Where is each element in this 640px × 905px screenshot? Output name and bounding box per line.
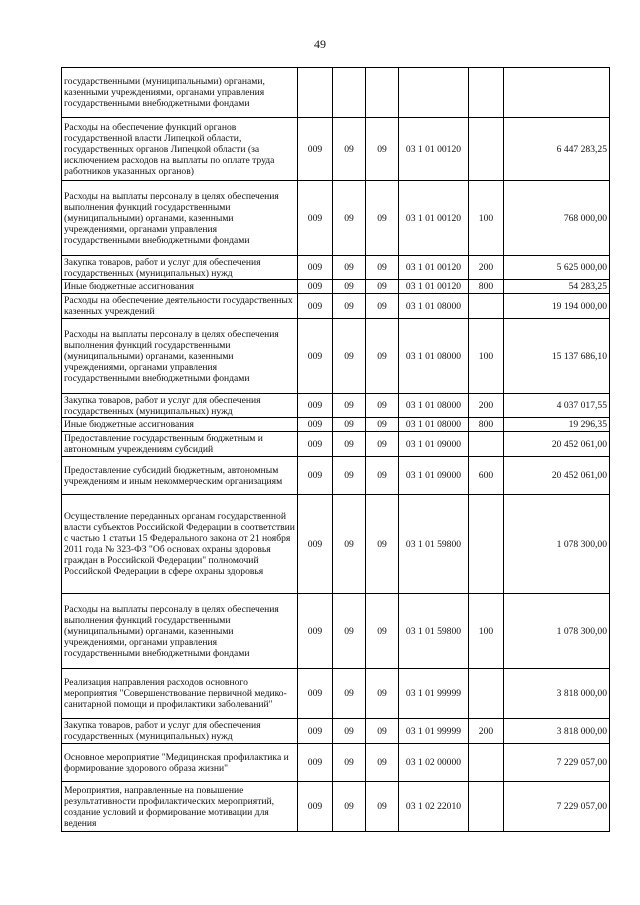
amount: 19 296,35 [504,418,610,432]
section-code: 09 [333,782,366,832]
row-name: Основное мероприятие "Медицинская профилактика и формирование здорового образа жизни" [62,744,298,782]
target-article-code: 03 1 01 09000 [399,457,469,495]
expense-type-code [469,68,504,118]
target-article-code: 03 1 01 99999 [399,719,469,744]
row-name: Расходы на выплаты персоналу в целях обеспечения выполнения функций государственными (муниципальными) органами, казенными учреждениями, органами управления государственными внебюджетными фондами [62,594,298,669]
row-name: Расходы на выплаты персоналу в целях обеспечения выполнения функций государственными (муниципальными) органами, казенными учреждениями, органами управления государственными внебюджетными фондами [62,319,298,394]
subsection-code: 09 [366,432,399,457]
row-name: Расходы на обеспечение функций органов государственной власти Липецкой области, государственных органов Липецкой области (за исключением расходов на выплаты по оплате труда работников указанных органов) [62,118,298,181]
row-name: Предоставление государственным бюджетным и автономным учреждениям субсидий [62,432,298,457]
target-article-code: 03 1 01 09000 [399,432,469,457]
table-row [62,495,610,594]
ministry-code: 009 [298,669,333,719]
subsection-code: 09 [366,719,399,744]
table-row [62,118,610,181]
ministry-code: 009 [298,394,333,418]
target-article-code: 03 1 01 08000 [399,294,469,319]
ministry-code: 009 [298,457,333,495]
expense-type-code [469,744,504,782]
expense-type-code: 600 [469,457,504,495]
target-article-code: 03 1 02 00000 [399,744,469,782]
table-row [62,782,610,832]
table-row [62,256,610,280]
expense-type-code [469,782,504,832]
subsection-code: 09 [366,744,399,782]
ministry-code: 009 [298,744,333,782]
section-code: 09 [333,744,366,782]
section-code: 09 [333,319,366,394]
table-row [62,432,610,457]
budget-table [61,67,610,832]
expense-type-code [469,669,504,719]
target-article-code: 03 1 02 22010 [399,782,469,832]
table-row [62,181,610,256]
expense-type-code: 200 [469,719,504,744]
expense-type-code: 800 [469,418,504,432]
target-article-code: 03 1 01 59800 [399,495,469,594]
section-code: 09 [333,256,366,280]
ministry-code: 009 [298,319,333,394]
section-code: 09 [333,418,366,432]
section-code: 09 [333,280,366,294]
expense-type-code: 200 [469,394,504,418]
subsection-code: 09 [366,669,399,719]
amount: 768 000,00 [504,181,610,256]
section-code: 09 [333,432,366,457]
row-name: Закупка товаров, работ и услуг для обеспечения государственных (муниципальных) нужд [62,719,298,744]
section-code [333,68,366,118]
target-article-code [399,68,469,118]
subsection-code: 09 [366,495,399,594]
table-row [62,669,610,719]
page-number: 49 [314,37,326,51]
ministry-code: 009 [298,432,333,457]
expense-type-code [469,294,504,319]
subsection-code: 09 [366,394,399,418]
target-article-code: 03 1 01 08000 [399,319,469,394]
section-code: 09 [333,457,366,495]
ministry-code: 009 [298,294,333,319]
table-row [62,457,610,495]
section-code: 09 [333,394,366,418]
table-row [62,68,610,118]
amount: 54 283,25 [504,280,610,294]
section-code: 09 [333,181,366,256]
table-row [62,280,610,294]
table-row [62,744,610,782]
target-article-code: 03 1 01 08000 [399,394,469,418]
amount: 1 078 300,00 [504,495,610,594]
subsection-code: 09 [366,256,399,280]
ministry-code [298,68,333,118]
target-article-code: 03 1 01 00120 [399,280,469,294]
amount: 7 229 057,00 [504,744,610,782]
target-article-code: 03 1 01 59800 [399,594,469,669]
row-name: государственными (муниципальными) органами, казенными учреждениями, органами управления государственными внебюджетными фондами [62,68,298,118]
row-name: Расходы на выплаты персоналу в целях обеспечения выполнения функций государственными (муниципальными) органами, казенными учреждениями, органами управления государственными внебюджетными фондами [62,181,298,256]
section-code: 09 [333,669,366,719]
ministry-code: 009 [298,280,333,294]
ministry-code: 009 [298,418,333,432]
row-name: Иные бюджетные ассигнования [62,418,298,432]
target-article-code: 03 1 01 99999 [399,669,469,719]
amount: 6 447 283,25 [504,118,610,181]
amount [504,68,610,118]
expense-type-code: 200 [469,256,504,280]
ministry-code: 009 [298,594,333,669]
row-name: Предоставление субсидий бюджетным, автономным учреждениям и иным некоммерческим организациям [62,457,298,495]
subsection-code: 09 [366,280,399,294]
subsection-code: 09 [366,294,399,319]
expense-type-code [469,118,504,181]
amount: 1 078 300,00 [504,594,610,669]
row-name: Закупка товаров, работ и услуг для обеспечения государственных (муниципальных) нужд [62,394,298,418]
row-name: Осуществление переданных органам государственной власти субъектов Российской Федерации в соответствии с частью 1 статьи 15 Федерального закона от 21 ноября 2011 года № 323-ФЗ "Об основах охраны здоровья граждан в Российской Федерации" полномочий Российской Федерации в сфере охраны здоровья [62,495,298,594]
section-code: 09 [333,294,366,319]
target-article-code: 03 1 01 00120 [399,256,469,280]
table-row [62,418,610,432]
expense-type-code [469,495,504,594]
subsection-code: 09 [366,594,399,669]
subsection-code: 09 [366,319,399,394]
row-name: Реализация направления расходов основного мероприятия "Совершенствование первичной медико-санитарной помощи и профилактики заболеваний" [62,669,298,719]
amount: 19 194 000,00 [504,294,610,319]
subsection-code: 09 [366,118,399,181]
row-name: Мероприятия, направленные на повышение результативности профилактических мероприятий, создание условий и формирование мотивации для ведения [62,782,298,832]
table-row [62,594,610,669]
amount: 20 452 061,00 [504,457,610,495]
subsection-code: 09 [366,782,399,832]
amount: 4 037 017,55 [504,394,610,418]
section-code: 09 [333,719,366,744]
row-name: Закупка товаров, работ и услуг для обеспечения государственных (муниципальных) нужд [62,256,298,280]
amount: 20 452 061,00 [504,432,610,457]
row-name: Иные бюджетные ассигнования [62,280,298,294]
table-row [62,319,610,394]
subsection-code: 09 [366,418,399,432]
ministry-code: 009 [298,181,333,256]
section-code: 09 [333,495,366,594]
amount: 3 818 000,00 [504,719,610,744]
amount: 7 229 057,00 [504,782,610,832]
expense-type-code: 100 [469,181,504,256]
row-name: Расходы на обеспечение деятельности государственных казенных учреждений [62,294,298,319]
expense-type-code: 100 [469,594,504,669]
expense-type-code: 100 [469,319,504,394]
expense-type-code [469,432,504,457]
target-article-code: 03 1 01 00120 [399,181,469,256]
amount: 15 137 686,10 [504,319,610,394]
subsection-code: 09 [366,181,399,256]
section-code: 09 [333,118,366,181]
target-article-code: 03 1 01 08000 [399,418,469,432]
subsection-code: 09 [366,457,399,495]
ministry-code: 009 [298,118,333,181]
amount: 3 818 000,00 [504,669,610,719]
table-row [62,294,610,319]
section-code: 09 [333,594,366,669]
expense-type-code: 800 [469,280,504,294]
amount: 5 625 000,00 [504,256,610,280]
ministry-code: 009 [298,782,333,832]
ministry-code: 009 [298,495,333,594]
target-article-code: 03 1 01 00120 [399,118,469,181]
table-row [62,719,610,744]
table-row [62,394,610,418]
ministry-code: 009 [298,719,333,744]
ministry-code: 009 [298,256,333,280]
subsection-code [366,68,399,118]
